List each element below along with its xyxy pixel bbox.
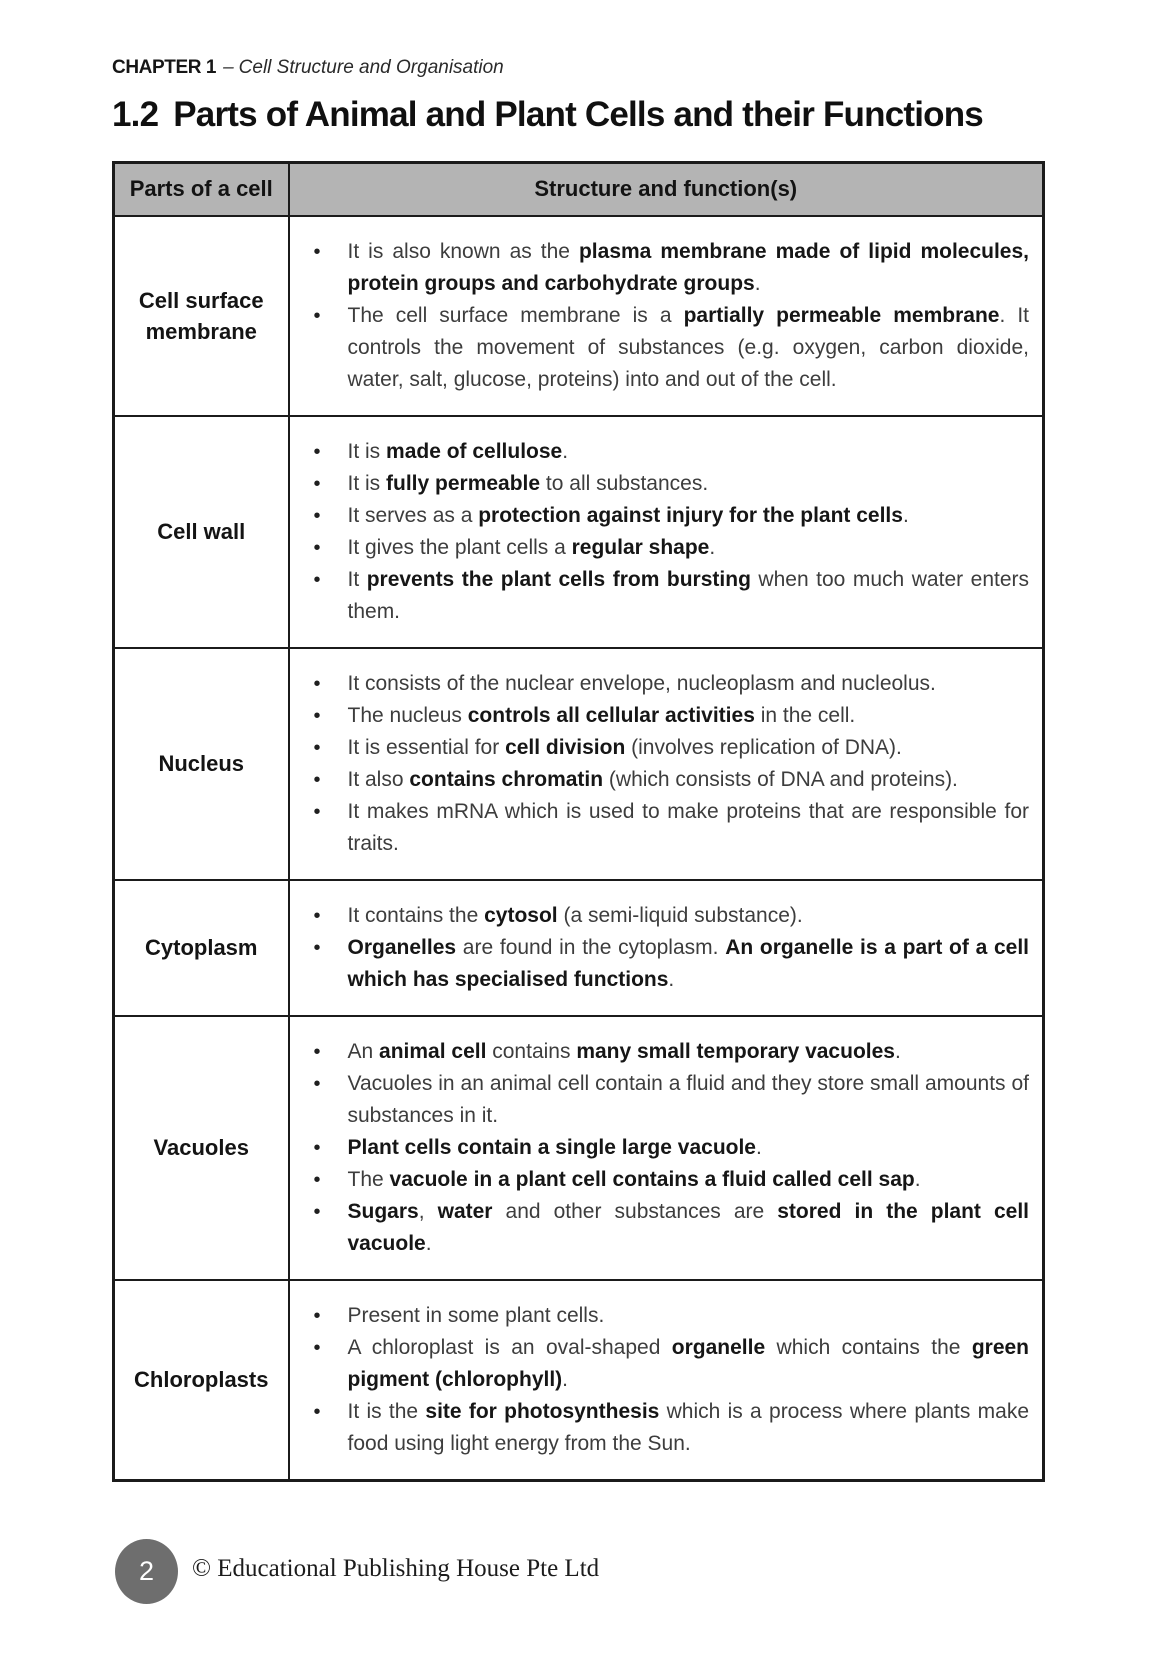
- table-row: [114, 880, 1044, 1016]
- bold-text: prevents the plant cells from bursting: [366, 567, 751, 591]
- bullet-item: • Plant cells contain a single large vacuole.: [290, 1132, 1030, 1164]
- page-number-badge: [115, 1539, 178, 1604]
- bold-text: controls all cellular activities: [467, 703, 755, 727]
- bold-text: water: [437, 1199, 493, 1223]
- bullet-item: • A chloroplast is an oval-shaped organelle which contains the green pigment (chlorophyll).: [290, 1332, 1030, 1396]
- table-row: [114, 1016, 1044, 1280]
- table-row: [114, 416, 1044, 648]
- bullet-item: • An animal cell contains many small temporary vacuoles.: [290, 1036, 1030, 1068]
- bullet-list: [290, 1036, 1030, 1260]
- part-name-cell: Nucleus: [114, 648, 289, 880]
- copyright-text: © Educational Publishing House Pte Ltd: [192, 1555, 600, 1582]
- part-name-cell: Cell wall: [114, 416, 289, 648]
- page-content: [112, 0, 1045, 1482]
- bullet-item: • Vacuoles in an animal cell contain a fluid and they store small amounts of substances in it.: [290, 1068, 1030, 1132]
- bullet-item: • Organelles are found in the cytoplasm. An organelle is a part of a cell which has specialised functions.: [290, 932, 1030, 996]
- bold-text: made of cellulose: [386, 439, 563, 463]
- bullet-list: [290, 900, 1030, 996]
- page-footer: [0, 1538, 1166, 1618]
- bold-text: cell division: [505, 735, 626, 759]
- bullet-item: • It contains the cytosol (a semi-liquid substance).: [290, 900, 1030, 932]
- part-name-cell: Vacuoles: [114, 1016, 289, 1280]
- bullet-item: • It is fully permeable to all substances.: [290, 468, 1030, 500]
- structure-function-cell: [289, 416, 1044, 648]
- bullet-item: • Sugars, water and other substances are stored in the plant cell vacuole.: [290, 1196, 1030, 1260]
- chapter-header: [112, 57, 1045, 79]
- col-header-structure-and-functions: Structure and function(s): [289, 163, 1044, 216]
- bullet-item: • The nucleus controls all cellular activities in the cell.: [290, 700, 1030, 732]
- chapter-separator: –: [223, 57, 234, 78]
- bullet-item: • It is also known as the plasma membrane made of lipid molecules, protein groups and carbohydrate groups.: [290, 236, 1030, 300]
- section-number: 1.2: [112, 95, 159, 134]
- bold-text: plasma membrane made of lipid molecules, protein groups and carbohydrate groups: [347, 239, 1029, 295]
- table-row: [114, 216, 1044, 416]
- table-head: [114, 163, 1044, 216]
- bold-text: site for photosynthesis: [425, 1399, 660, 1423]
- page-number: 2: [138, 1556, 155, 1586]
- bold-text: green pigment (chlorophyll): [347, 1335, 1030, 1391]
- bold-text: many small temporary vacuoles: [576, 1039, 895, 1063]
- bullet-item: • It consists of the nuclear envelope, nucleoplasm and nucleolus.: [290, 668, 1030, 700]
- structure-function-cell: [289, 648, 1044, 880]
- structure-function-cell: [289, 216, 1044, 416]
- bullet-list: [290, 436, 1030, 628]
- section-heading: [112, 95, 1045, 135]
- cell-parts-table: [112, 161, 1045, 1482]
- bold-text: cytosol: [484, 903, 558, 927]
- bullet-item: • The vacuole in a plant cell contains a fluid called cell sap.: [290, 1164, 1030, 1196]
- structure-function-cell: [289, 1280, 1044, 1481]
- bold-text: protection against injury for the plant cells: [478, 503, 903, 527]
- bullet-item: • It prevents the plant cells from bursting when too much water enters them.: [290, 564, 1030, 628]
- section-title: Parts of Animal and Plant Cells and their Functions: [173, 95, 983, 134]
- bold-text: Organelles: [347, 935, 457, 959]
- bullet-list: [290, 236, 1030, 396]
- bold-text: contains chromatin: [409, 767, 604, 791]
- part-name-cell: Cell surface membrane: [114, 216, 289, 416]
- bullet-item: • It also contains chromatin (which consists of DNA and proteins).: [290, 764, 1030, 796]
- bullet-item: • It is made of cellulose.: [290, 436, 1030, 468]
- table-body: [114, 216, 1044, 1481]
- bold-text: regular shape: [571, 535, 710, 559]
- col-header-parts-of-a-cell: Parts of a cell: [114, 163, 289, 216]
- bullet-item: • It is essential for cell division (involves replication of DNA).: [290, 732, 1030, 764]
- table-row: [114, 648, 1044, 880]
- bold-text: Sugars: [347, 1199, 419, 1223]
- bold-text: animal cell: [379, 1039, 487, 1063]
- part-name-cell: Chloroplasts: [114, 1280, 289, 1481]
- bullet-list: [290, 1300, 1030, 1460]
- chapter-title: Cell Structure and Organisation: [238, 57, 504, 78]
- chapter-label: CHAPTER 1: [112, 57, 217, 78]
- bullet-item: • The cell surface membrane is a partially permeable membrane. It controls the movement of substances (e.g. oxygen, carbon dioxide, water, salt, glucose, proteins) into and out of the cell.: [290, 300, 1030, 396]
- bullet-item: • It is the site for photosynthesis which is a process where plants make food using light energy from the Sun.: [290, 1396, 1030, 1460]
- bold-text: organelle: [671, 1335, 766, 1359]
- table-row: [114, 1280, 1044, 1481]
- structure-function-cell: [289, 880, 1044, 1016]
- table-header-row: [114, 163, 1044, 216]
- bullet-list: [290, 668, 1030, 860]
- bullet-item: • Present in some plant cells.: [290, 1300, 1030, 1332]
- bold-text: stored in the plant cell vacuole: [347, 1199, 1030, 1255]
- bullet-item: • It serves as a protection against injury for the plant cells.: [290, 500, 1030, 532]
- bullet-item: • It gives the plant cells a regular shape.: [290, 532, 1030, 564]
- bold-text: An organelle is a part of a cell which has specialised functions: [347, 935, 1030, 991]
- bullet-item: • It makes mRNA which is used to make proteins that are responsible for traits.: [290, 796, 1030, 860]
- bold-text: fully permeable: [386, 471, 541, 495]
- part-name-cell: Cytoplasm: [114, 880, 289, 1016]
- bold-text: Plant cells contain a single large vacuole: [347, 1135, 756, 1159]
- bold-text: partially permeable membrane: [683, 303, 1000, 327]
- structure-function-cell: [289, 1016, 1044, 1280]
- bold-text: vacuole in a plant cell contains a fluid called cell sap: [389, 1167, 915, 1191]
